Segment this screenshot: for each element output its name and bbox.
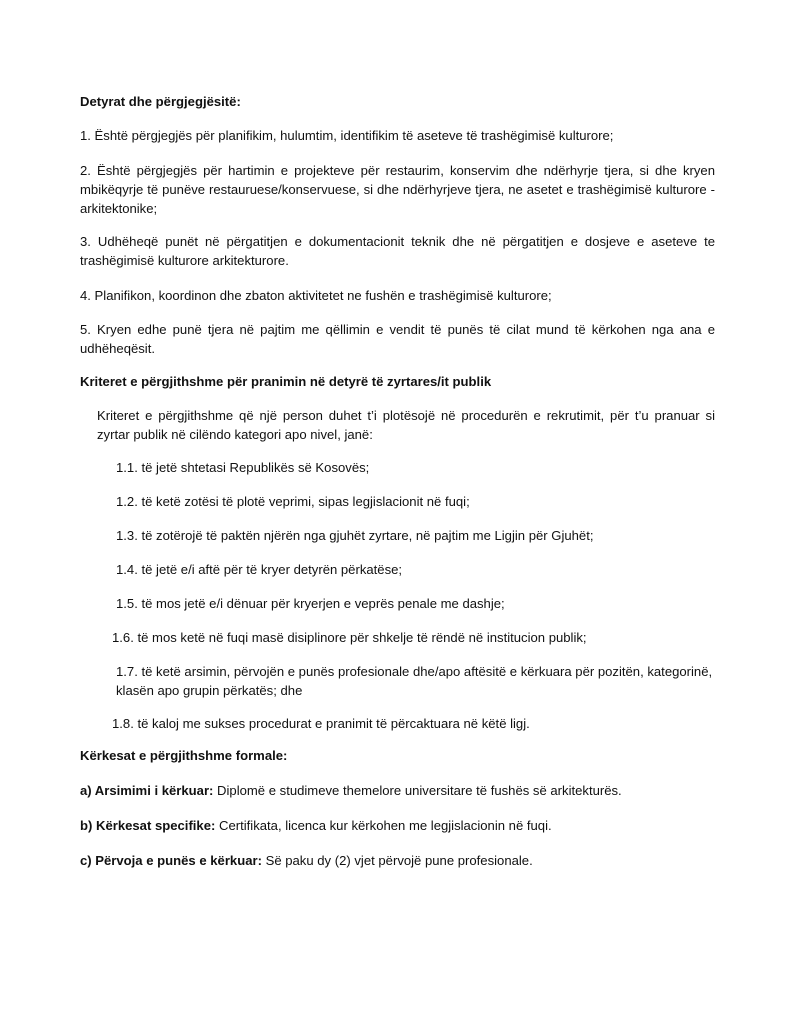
formal-item-b-label: b) Kërkesat specifike: xyxy=(80,818,216,833)
criteria-item-1-3: 1.3. të zotërojë të paktën njërën nga gjuhët zyrtare, në pajtim me Ligjin për Gjuhët; xyxy=(116,528,594,543)
formal-item-c-text: Së paku dy (2) vjet përvojë pune profesionale. xyxy=(261,853,533,868)
duty-item-1: 1. Është përgjegjës për planifikim, hulumtim, identifikim të aseteve të trashëgimisë kulturore; xyxy=(80,128,614,143)
formal-item-c-label: c) Përvoja e punës e kërkuar: xyxy=(80,853,262,868)
formal-item-c xyxy=(80,851,715,870)
criteria-item-1-6: 1.6. të mos ketë në fuqi masë disiplinore për shkelje të rëndë në institucion publik; xyxy=(112,630,587,645)
criteria-intro: Kriteret e përgjithshme që një person duhet t’i plotësojë në procedurën e rekrutimit, për t’u pranuar si zyrtar publik në cilëndo kategori apo nivel, janë: xyxy=(97,408,715,442)
formal-item-a-label: a) Arsimimi i kërkuar: xyxy=(80,783,214,798)
duties-heading: Detyrat dhe përgjegjësitë: xyxy=(80,94,241,109)
formal-item-b xyxy=(80,816,715,835)
criteria-item-1-2: 1.2. të ketë zotësi të plotë veprimi, sipas legjislacionit në fuqi; xyxy=(116,494,470,509)
formal-item-a xyxy=(80,781,715,800)
formal-heading: Kërkesat e përgjithshme formale: xyxy=(80,748,288,763)
criteria-item-1-7: 1.7. të ketë arsimin, përvojën e punës profesionale dhe/apo aftësitë e kërkuara për pozitën, kategorinë, klasën apo grupin përkatës; dhe xyxy=(116,664,713,698)
formal-item-b-text: Certifikata, licenca kur kërkohen me legjislacionin në fuqi. xyxy=(215,818,552,833)
formal-item-a-text: Diplomë e studimeve themelore universitare të fushës së arkitekturës. xyxy=(213,783,622,798)
duty-item-3: 3. Udhëheqë punët në përgatitjen e dokumentacionit teknik dhe në përgatitjen e dosjeve e aseteve te trashëgimisë kulturore arkitekturore. xyxy=(80,234,715,268)
criteria-item-1-8: 1.8. të kaloj me sukses procedurat e pranimit të përcaktuara në këtë ligj. xyxy=(112,716,530,731)
criteria-item-1-1: 1.1. të jetë shtetasi Republikës së Kosovës; xyxy=(116,460,370,475)
duty-item-4: 4. Planifikon, koordinon dhe zbaton aktivitetet ne fushën e trashëgimisë kulturore; xyxy=(80,288,552,303)
criteria-item-1-5: 1.5. të mos jetë e/i dënuar për kryerjen e veprës penale me dashje; xyxy=(116,596,505,611)
criteria-item-1-4: 1.4. të jetë e/i aftë për të kryer detyrën përkatëse; xyxy=(116,562,403,577)
duty-item-2: 2. Është përgjegjës për hartimin e projekteve për restaurim, konservim dhe ndërhyrje tjera, si dhe kryen mbikëqyrje të punëve restauruese/konservuese, si dhe ndërhyrjeve tjera, ne asetet e trashëgimisë kulturore - arkitektonike; xyxy=(80,163,715,216)
duty-item-5: 5. Kryen edhe punë tjera në pajtim me qëllimin e vendit të punës të cilat mund të kërkohen nga ana e udhëheqësit. xyxy=(80,322,715,356)
criteria-heading: Kriteret e përgjithshme për pranimin në detyrë të zyrtares/it publik xyxy=(80,374,492,389)
